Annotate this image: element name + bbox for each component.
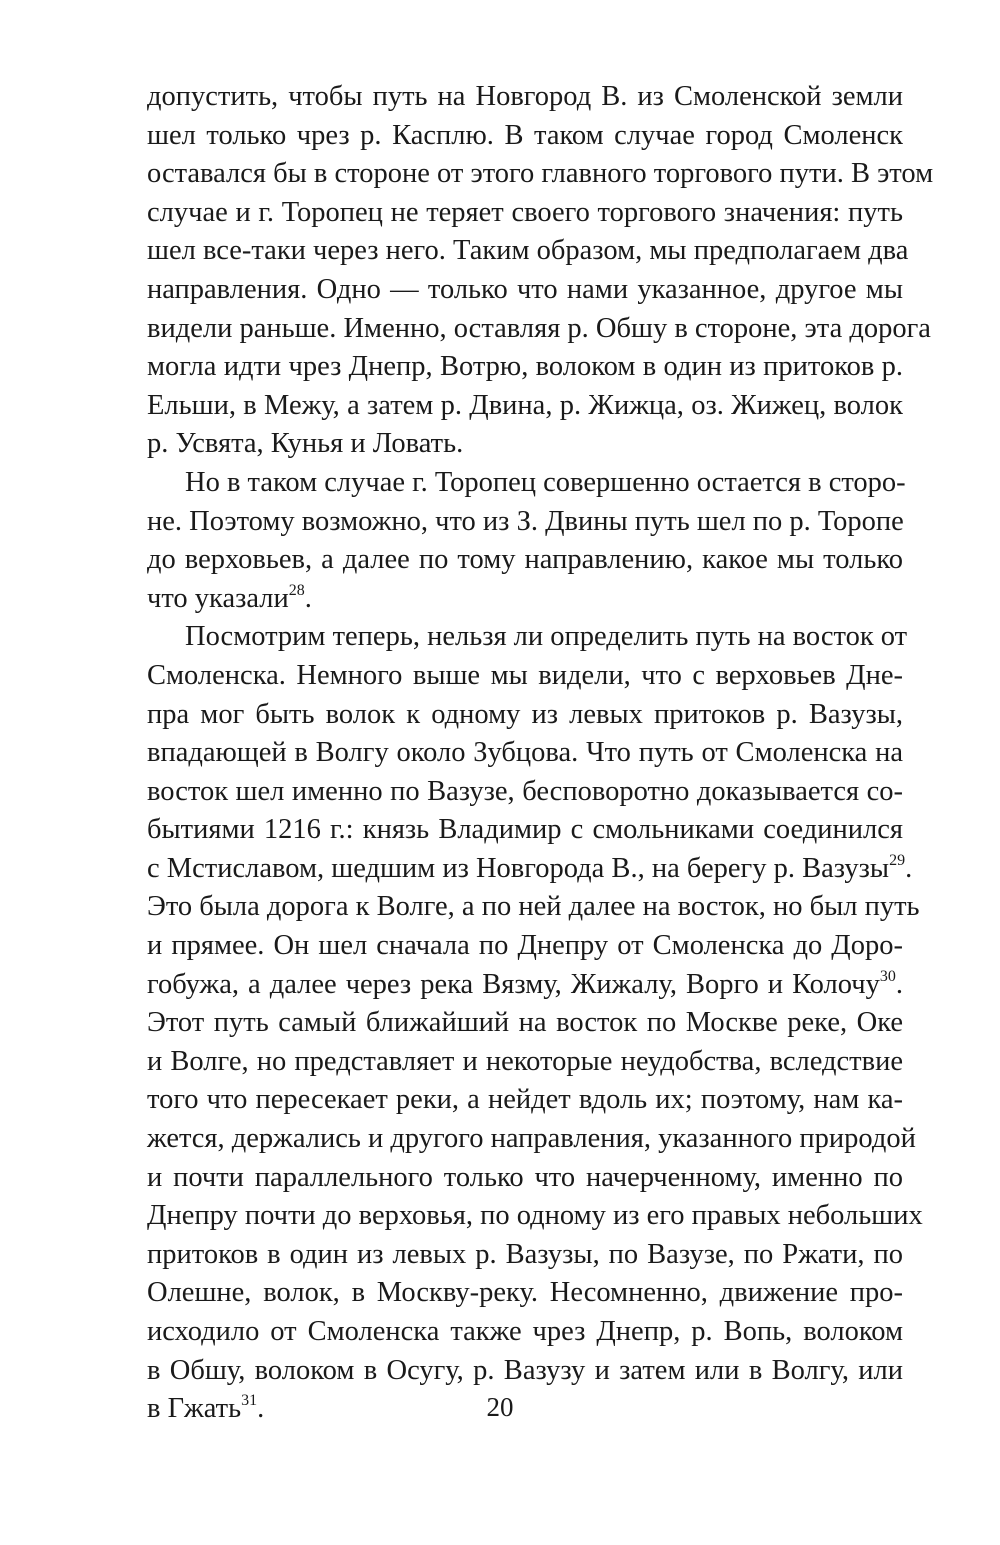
paragraph-3: [147, 618, 923, 1428]
text-line: Этот путь самый ближайший на восток по Москве реке, Оке: [147, 1007, 903, 1039]
text-line: гобужа, а далее через река Вязму, Жижалу, Ворго и Колочу$^{30}$.: [147, 967, 903, 1000]
text-line: в Обшу, волоком в Осугу, р. Вазузу и затем или в Волгу, или: [147, 1354, 903, 1386]
text-line: Но в таком случае г. Торопец совершенно остается в сторо-: [185, 466, 906, 498]
page-body: [147, 78, 934, 1429]
text-line: и почти параллельного только что начерченному, именно по: [147, 1161, 903, 1193]
footnote-ref-29: 29: [889, 851, 906, 869]
text-line: и Волге, но представляет и некоторые неудобства, вследствие: [147, 1045, 903, 1077]
text-line: могла идти чрез Днепр, Вотрю, волоком в один из притоков р.: [147, 351, 903, 383]
text-line: не. Поэтому возможно, что из З. Двины путь шел по р. Торопе: [147, 505, 904, 537]
page-number: 20: [486, 1392, 514, 1422]
text-line: впадающей в Волгу около Зубцова. Что путь от Смоленска на: [147, 737, 903, 769]
text-fragment: гобужа, а далее через река Вязму, Жижалу, Ворго и Колочу: [147, 968, 880, 1000]
text-line: случае и г. Торопец не теряет своего торгового значения: путь: [147, 196, 903, 228]
text-line: Днепру почти до верховья, по одному из его правых небольших: [147, 1200, 923, 1232]
text-line: бытиями 1216 г.: князь Владимир с смольниками соединился: [147, 814, 903, 846]
text-line: шел все-таки через него. Таким образом, мы предполагаем два: [147, 235, 909, 267]
text-line: направления. Одно — только что нами указанное, другое мы: [147, 273, 903, 305]
text-line: в Гжать$^{31}$.: [147, 1392, 265, 1425]
text-line: шел только чрез р. Касплю. В таком случае город Смоленск: [147, 119, 903, 151]
text-fragment: в Гжать: [147, 1393, 242, 1425]
text-line: и прямее. Он шел сначала по Днепру от Смоленска до Доро-: [147, 930, 903, 962]
paragraph-1: [147, 78, 934, 464]
text-fragment: с Мстиславом, шедшим из Новгорода В., на берегу р. Вазузы: [147, 852, 890, 884]
text-line: того что пересекает реки, а нейдет вдоль их; поэтому, нам ка-: [147, 1084, 903, 1116]
text-line: Это была дорога к Волге, а по ней далее на восток, но был путь: [147, 891, 920, 923]
footnote-ref-28: 28: [288, 581, 305, 599]
text-fragment: что указали: [147, 582, 289, 614]
text-line: видели раньше. Именно, оставляя р. Обшу в стороне, эта дорога: [147, 312, 931, 344]
text-line: с Мстиславом, шедшим из Новгорода В., на берегу р. Вазузы$^{29}$.: [147, 851, 913, 884]
text-line: Ельши, в Межу, а затем р. Двина, р. Жижца, оз. Жижец, волок: [147, 389, 903, 421]
text-line: р. Усвята, Кунья и Ловать.: [147, 428, 464, 460]
text-line: пра мог быть волок к одному из левых притоков р. Вазузы,: [147, 698, 903, 730]
paragraph-2: [147, 464, 906, 618]
text-line: исходило от Смоленска также чрез Днепр, р. Вопь, волоком: [147, 1316, 903, 1347]
text-line: до верховьев, а далее по тому направлению, какое мы только: [147, 544, 903, 576]
text-line: восток шел именно по Вазузе, бесповоротно доказывается со-: [147, 775, 903, 807]
footnote-ref-30: 30: [879, 967, 896, 985]
text-line: Смоленска. Немного выше мы видели, что с верховьев Дне-: [147, 659, 903, 691]
text-line: допустить, чтобы путь на Новгород В. из Смоленской земли: [147, 81, 903, 112]
text-line: что указали$^{28}$.: [147, 581, 312, 614]
text-line: оставался бы в стороне от этого главного торгового пути. В этом: [147, 158, 934, 190]
footnote-ref-31: 31: [241, 1392, 258, 1410]
text-line: Посмотрим теперь, нельзя ли определить путь на восток от: [185, 621, 908, 653]
text-line: жется, держались и другого направления, указанного природой: [147, 1123, 916, 1155]
text-line: Олешне, волок, в Москву-реку. Несомненно, движение про-: [147, 1277, 903, 1309]
text-line: притоков в один из левых р. Вазузы, по Вазузе, по Ржати, по: [147, 1238, 903, 1270]
